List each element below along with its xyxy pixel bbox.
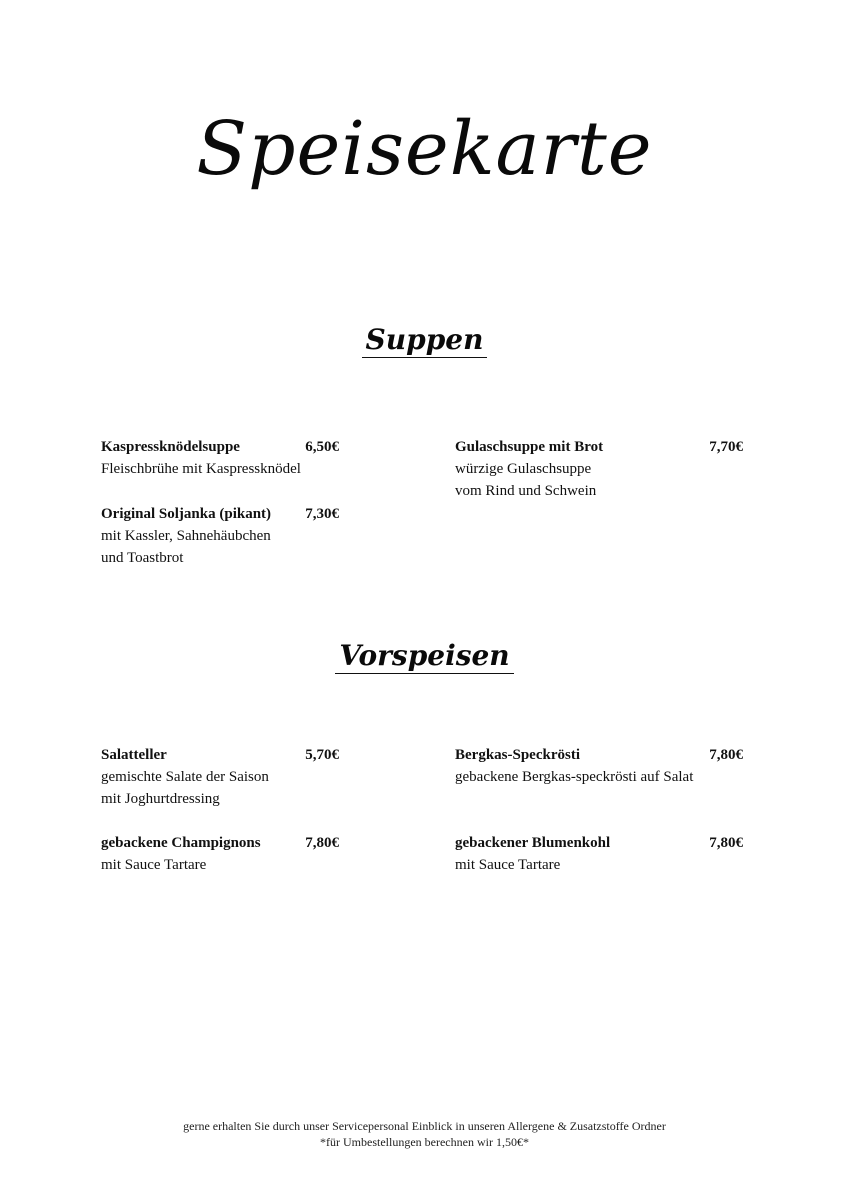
section-heading-vorspeisen <box>0 639 849 674</box>
item-name: gebackene Champignons <box>101 835 261 851</box>
item-price: 7,70€ <box>709 439 743 455</box>
menu-title: Speisekarte <box>196 106 653 192</box>
item-description: mit Kassler, Sahnehäubchen und Toastbrot <box>101 528 271 566</box>
item-name: Kaspressknödelsuppe <box>101 439 240 455</box>
item-price: 6,50€ <box>305 439 339 455</box>
footer-note <box>0 1118 849 1150</box>
menu-item-soljanka <box>101 503 339 569</box>
item-description: Fleischbrühe mit Kaspressknödel <box>101 461 301 477</box>
item-description: gebackene Bergkas-speckrösti auf Salat <box>455 769 694 785</box>
menu-item-gulaschsuppe <box>455 436 743 502</box>
item-price: 7,30€ <box>305 506 339 522</box>
item-description: würzige Gulaschsuppe vom Rind und Schwein <box>455 461 597 499</box>
menu-item-champignons <box>101 832 339 876</box>
menu-item-blumenkohl <box>455 832 743 876</box>
section-heading-label: Vorspeisen <box>335 642 513 674</box>
item-price: 7,80€ <box>709 747 743 763</box>
item-name: gebackener Blumenkohl <box>455 835 611 851</box>
item-price: 5,70€ <box>305 747 339 763</box>
item-name: Bergkas-Speckrösti <box>455 747 580 763</box>
item-price: 7,80€ <box>305 835 339 851</box>
item-name: Gulaschsuppe mit Brot <box>455 439 604 455</box>
footer-surcharge-note: *für Umbestellungen berechnen wir 1,50€* <box>320 1135 529 1149</box>
footer-allergen-note: gerne erhalten Sie durch unser Servicepersonal Einblick in unseren Allergene & Zusatzstoffe Ordner <box>183 1119 666 1133</box>
item-name: Salatteller <box>101 747 167 763</box>
item-price: 7,80€ <box>709 835 743 851</box>
item-name: Original Soljanka (pikant) <box>101 506 272 522</box>
menu-item-bergkas-speckroesti <box>455 744 743 788</box>
item-description: gemischte Salate der Saison mit Joghurtdressing <box>101 769 269 807</box>
item-description: mit Sauce Tartare <box>455 857 561 873</box>
menu-item-salatteller <box>101 744 339 810</box>
menu-item-kaspressknoedelsuppe <box>101 436 339 480</box>
section-heading-label: Suppen <box>362 326 488 358</box>
section-heading-suppen <box>0 323 849 358</box>
item-description: mit Sauce Tartare <box>101 857 207 873</box>
